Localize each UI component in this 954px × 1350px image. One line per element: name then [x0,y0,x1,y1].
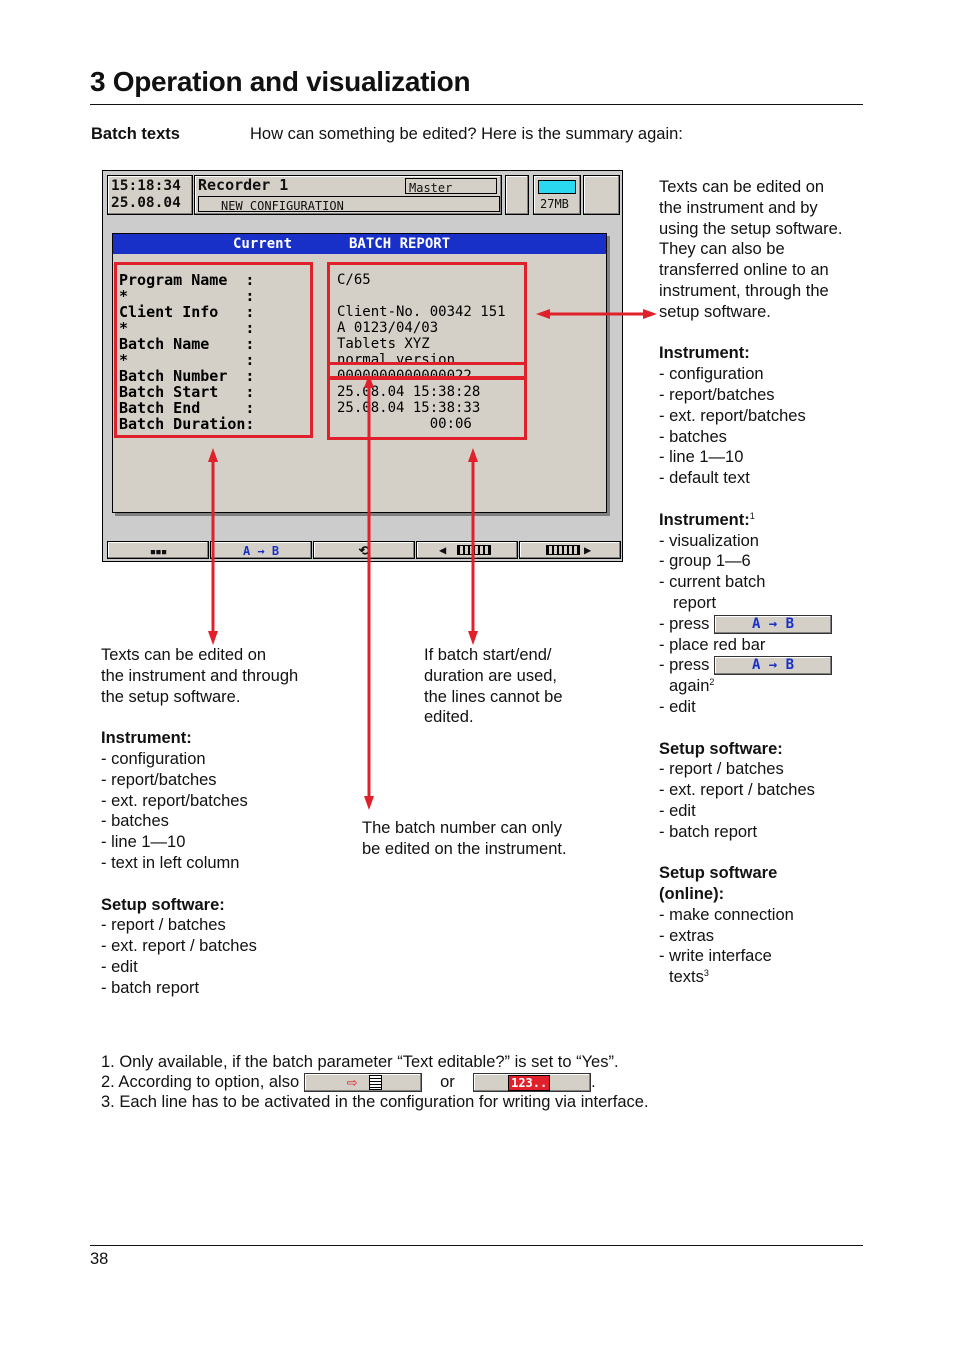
report-label: Batch Duration: [119,415,255,433]
note-line: Texts can be edited on [101,646,267,664]
note-item: - group 1—6 [659,552,751,571]
note-item: - press [659,614,710,633]
footnote-2-or: or [440,1073,455,1091]
numeric-edit-icon: 123.. [508,1075,550,1091]
page-number: 38 [90,1250,109,1268]
edit-text-button [304,1073,422,1092]
note-line: The batch number can only [362,819,562,837]
report-title-right: BATCH REPORT [349,236,451,252]
report-label: * : [119,287,255,305]
numeric-edit-button [473,1073,591,1092]
note-item: - configuration [101,749,206,768]
right-notes [659,177,869,988]
footnotes [101,1052,649,1112]
footnote-2-text: 2. According to option, also [101,1073,300,1091]
note-item: - write interface [659,947,772,966]
report-value: Tablets XYZ [337,336,430,352]
note-line: transferred online to an [659,261,829,280]
note-heading: Instrument: [101,729,192,748]
note-item: - edit [659,697,696,716]
report-title-left: Current [233,236,293,252]
note-heading: Instrument: [659,510,750,529]
note-item: - batch report [659,822,758,841]
note-line: duration are used, [424,666,558,685]
report-value: Client-No. 00342 151 [337,304,506,320]
note-line: If batch start/end/ [424,646,552,664]
note-item: - batches [101,812,169,831]
note-item: texts [669,968,704,987]
screen-time: 15:18:34 [111,178,181,194]
note-item: - press [659,656,710,675]
note-item: - text in left column [101,853,240,872]
note-item: - edit [659,801,696,820]
footer-rule [90,1245,863,1246]
report-value: 00:06 [337,416,472,432]
note-item: - report / batches [101,916,226,935]
document-icon [369,1075,382,1090]
note-heading: Instrument: [659,344,750,363]
note-line: the setup software. [101,687,241,706]
chapter-title: 3 Operation and visualization [90,66,471,97]
batch-number-note [362,818,622,860]
middle-notes [424,645,624,728]
note-line: the lines cannot be [424,687,563,706]
note-item: - edit [101,957,138,976]
note-item: - visualization [659,531,759,550]
report-label: Batch End : [119,399,255,417]
note-item: - extras [659,926,715,945]
more-icon: ▪▪▪ [149,545,167,558]
note-item: - configuration [659,365,764,384]
note-item: - line 1—10 [101,833,186,852]
recorder-name: Recorder 1 [198,176,289,194]
note-item: - current batch [659,573,766,592]
footnote-2 [101,1072,649,1092]
footnote-ref: 3 [703,968,709,979]
report-value: 25.08.04 15:38:28 [337,384,481,400]
side-heading: Batch texts [91,125,180,143]
report-label: Batch Start : [119,383,255,401]
note-item: - ext. report/batches [659,406,806,425]
a-to-b-button [714,615,832,634]
arrow-right-icon: ⇨ [346,1075,358,1091]
status-text: NEW CONFIGURATION [221,199,344,213]
note-item: - batches [659,427,727,446]
note-item: - batch report [101,978,200,997]
a-to-b-label: A → B [751,657,795,674]
report-label: Program Name : [119,271,255,289]
footnote-ref: 1 [749,510,755,521]
master-label: Master [409,181,453,195]
memory-label: 27MB [540,197,569,211]
arrow-left-icon: ◀ [439,543,447,557]
a-to-b-label: A → B [242,544,280,558]
footnote-ref: 2 [709,677,715,688]
note-line: edited. [424,708,474,727]
footnote-2-end: . [591,1073,596,1091]
report-value: 0000000000000022 [337,368,472,384]
note-heading: (online): [659,885,725,904]
report-label: * : [119,351,255,369]
note-item: - place red bar [659,635,766,654]
intro-text: How can something be edited? Here is the summary again: [250,125,683,143]
a-to-b-label: A → B [751,615,795,632]
note-item: report [673,593,717,612]
note-item: - report / batches [659,760,784,779]
footnote-3: 3. Each line has to be activated in the configuration for writing via interface. [101,1093,649,1112]
note-line: the instrument and through [101,666,299,685]
note-heading: Setup software: [101,895,225,914]
note-line: using the setup software. [659,219,843,238]
note-item: - report/batches [101,770,217,789]
note-item: again [669,677,710,696]
report-label: Batch Name : [119,335,255,353]
note-item: - ext. report / batches [101,937,257,956]
note-item: - make connection [659,905,794,924]
note-item: - default text [659,469,750,488]
note-line: setup software. [659,302,771,321]
report-value: normal version [337,352,456,368]
note-item: - line 1—10 [659,448,744,467]
a-to-b-button [714,656,832,675]
left-notes [101,645,341,999]
footnote-1: 1. Only available, if the batch parameter “Text editable?” is set to “Yes”. [101,1053,619,1071]
report-label: Client Info : [119,303,255,321]
note-heading: Setup software [659,864,778,883]
report-value: C/65 [337,272,371,288]
report-label: Batch Number : [119,367,255,385]
note-heading: Setup software: [659,739,783,758]
report-value: A 0123/04/03 [337,320,439,336]
arrow-right-icon: ▶ [584,543,592,557]
note-item: - report/batches [659,385,775,404]
note-line: be edited on the instrument. [362,839,567,858]
note-line: the instrument and by [659,198,818,217]
note-line: They can also be [659,240,785,259]
note-item: - ext. report / batches [659,781,815,800]
screen-date: 25.08.04 [111,195,181,211]
note-line: instrument, through the [659,281,829,300]
note-item: - ext. report/batches [101,791,248,810]
report-label: * : [119,319,255,337]
refresh-icon: ⟲ [358,544,370,559]
note-line: Texts can be edited on [659,178,825,196]
report-value: 25.08.04 15:38:33 [337,400,481,416]
